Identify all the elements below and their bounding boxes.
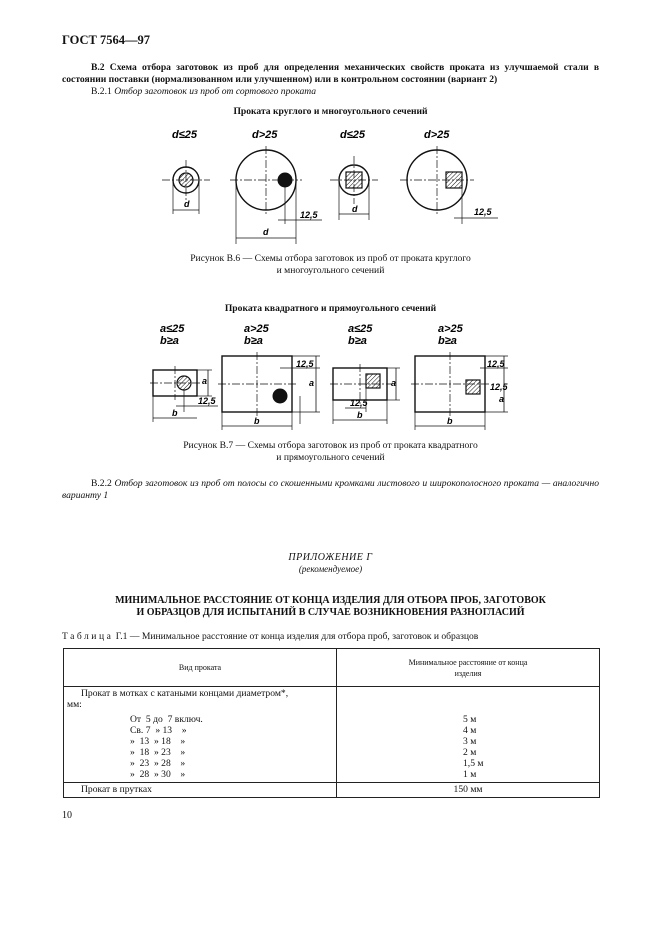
table-row-label: Св. 7 » 13 »: [130, 725, 187, 736]
fig7-small-square-bar: [330, 364, 400, 424]
fig6-dim-125-2: 12,5: [474, 207, 492, 217]
document-code: ГОСТ 7564—97: [62, 33, 151, 47]
table-row-coils: [64, 687, 600, 783]
appendix-subtitle: (рекомендуемое): [298, 564, 363, 574]
table-row-value: 5 м: [463, 714, 477, 725]
fig7-caption-line2: и прямоугольного сечений: [276, 452, 385, 463]
table-coils-values: [337, 687, 600, 783]
fig6-dim-d-1: d: [184, 199, 190, 209]
fig7-small-rect-bar: [150, 366, 218, 422]
section-b22-text: Отбор заготовок из проб от полосы со скошенными кромками листового и широкополосного проката — аналогично варианту 1: [62, 478, 599, 501]
page-number: 10: [62, 810, 72, 821]
fig7-label-bottom-3: b≥a: [348, 335, 367, 347]
fig6-dim-125-1: 12,5: [300, 210, 318, 220]
fig6-dim-d-2: d: [263, 227, 269, 237]
fig7-dim-125-5: 12,5: [490, 382, 508, 392]
table-row-label: От 5 до 7 включ.: [130, 714, 203, 725]
fig7-heading: Проката квадратного и прямоугольного сечений: [224, 303, 437, 314]
table-row-value: 1,5 м: [463, 758, 484, 769]
table-row-label: » 28 » 30 »: [130, 769, 186, 780]
fig7-dim-b-2: b: [254, 416, 260, 426]
figure-b6-drawing: [0, 120, 661, 245]
table-row-label: » 18 » 23 »: [130, 747, 186, 758]
fig7-label-top-2: a>25: [244, 323, 269, 335]
fig7-dim-a-3: a: [391, 378, 397, 388]
fig7-label-bottom-4: b≥a: [438, 335, 457, 347]
fig6-caption-line1: Рисунок В.6 — Схемы отбора заготовок из проб от проката круглого: [190, 253, 471, 264]
table-last-label: Прокат в прутках: [64, 783, 337, 798]
fig7-dim-b-1: b: [172, 408, 178, 418]
table-caption: [62, 631, 478, 642]
table-coils-labels: [64, 687, 337, 783]
table-row-bars: [64, 783, 600, 798]
fig7-dim-125-4: 12,5: [487, 359, 505, 369]
table-header-col1: Вид проката: [64, 649, 337, 687]
fig7-dim-a-2: a: [309, 378, 315, 388]
appendix-heading-line1: МИНИМАЛЬНОЕ РАССТОЯНИЕ ОТ КОНЦА ИЗДЕЛИЯ ДЛЯ ОТБОРА ПРОБ, ЗАГОТОВОК: [115, 595, 546, 606]
table-caption-text: — Минимальное расстояние от конца изделия для отбора проб, заготовок и образцов: [129, 631, 479, 642]
section-b21-title: Отбор заготовок из проб от сортового проката: [114, 86, 317, 97]
table-caption-label: Таблица: [62, 631, 114, 642]
fig6-large-round-bar: [230, 146, 322, 244]
table-g1: [63, 648, 600, 798]
fig6-label-4: d>25: [424, 129, 450, 141]
table-caption-number: Г.1: [115, 631, 128, 642]
appendix-title: ПРИЛОЖЕНИЕ Г: [288, 552, 373, 563]
fig7-dim-125-1: 12,5: [198, 396, 216, 406]
fig6-label-2: d>25: [252, 129, 278, 141]
table-row-label: » 23 » 28 »: [130, 758, 186, 769]
table-group-line2: мм:: [67, 699, 82, 710]
section-b21: [62, 86, 599, 98]
fig7-label-top-4: a>25: [438, 323, 463, 335]
table-row-value: 2 м: [463, 747, 477, 758]
fig7-dim-125-3: 12,5: [350, 398, 368, 408]
fig7-dim-a-1: a: [202, 376, 208, 386]
fig7-dim-a-4: a: [499, 394, 505, 404]
figure-b6: [0, 120, 661, 250]
fig6-caption-line2: и многоугольного сечений: [276, 265, 385, 276]
appendix-heading-line2: И ОБРАЗЦОВ ДЛЯ ИСПЫТАНИЙ В СЛУЧАЕ ВОЗНИКНОВЕНИЯ РАЗНОГЛАСИЙ: [136, 607, 525, 618]
fig7-label-top-1: a≤25: [160, 323, 185, 335]
table-group-line1: Прокат в мотках с катаными концами диаметром*,: [81, 688, 289, 699]
fig7-label-top-3: a≤25: [348, 323, 373, 335]
table-header-row: [64, 649, 600, 687]
section-b2-title: В.2 Схема отбора заготовок из проб для определения механических свойств проката из улучшаемой стали в состоянии поставки (нормализованном или улучшенном) или в контрольном состоянии (вариант 2): [62, 62, 599, 85]
table-row-value: 1 м: [463, 769, 477, 780]
table-last-value: 150 мм: [337, 783, 600, 798]
figure-b7: [0, 318, 661, 438]
fig6-label-1: d≤25: [172, 129, 197, 141]
fig7-label-bottom-2: b≥a: [244, 335, 263, 347]
fig7-dim-125-2: 12,5: [296, 359, 314, 369]
figure-b7-drawing: [0, 318, 661, 433]
fig7-label-bottom-1: b≥a: [160, 335, 179, 347]
table-row-value: 3 м: [463, 736, 477, 747]
fig7-dim-b-3: b: [357, 410, 363, 420]
section-b22: [62, 478, 599, 502]
fig6-label-3: d≤25: [340, 129, 365, 141]
section-b21-number: В.2.1: [91, 86, 112, 97]
section-b22-number: В.2.2: [91, 478, 112, 489]
fig6-dim-d-3: d: [352, 204, 358, 214]
table-header-col2: Минимальное расстояние от конца изделия: [337, 649, 600, 687]
fig7-caption-line1: Рисунок В.7 — Схемы отбора заготовок из проб от проката квадратного: [183, 440, 478, 451]
fig6-heading: Проката круглого и многоугольного сечений: [233, 106, 428, 117]
table-row-label: » 13 » 18 »: [130, 736, 186, 747]
fig7-dim-b-4: b: [447, 416, 453, 426]
table-row-value: 4 м: [463, 725, 477, 736]
